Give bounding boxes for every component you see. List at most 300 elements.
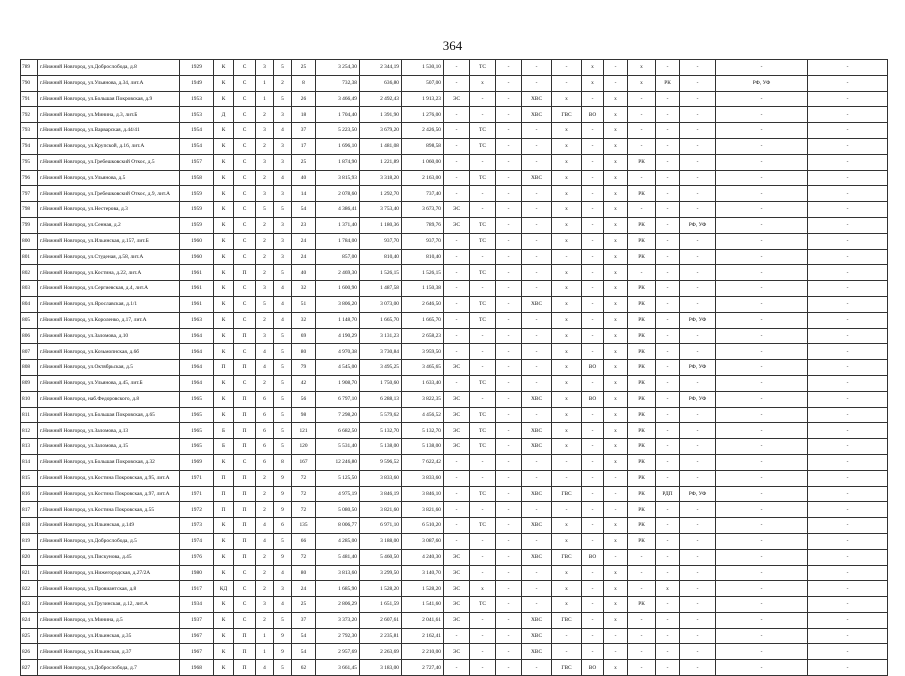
table-cell: -	[628, 549, 656, 565]
table-cell: -	[522, 154, 552, 170]
table-cell: ХВС	[522, 107, 552, 123]
table-cell: -	[522, 138, 552, 154]
table-cell: 3 833,60	[402, 470, 444, 486]
table-cell: 1 276,00	[402, 107, 444, 123]
table-cell: 3 318,20	[360, 170, 402, 186]
table-cell: 811	[21, 407, 38, 423]
table-cell: 6	[256, 454, 274, 470]
table-cell: -	[808, 186, 888, 202]
table-cell: -	[680, 138, 716, 154]
table-cell: -	[496, 328, 522, 344]
table-cell: -	[496, 202, 522, 218]
table-cell: -	[808, 170, 888, 186]
table-cell: -	[656, 328, 680, 344]
table-cell: 818	[21, 518, 38, 534]
table-cell: -	[444, 486, 470, 502]
table-cell: 5	[274, 439, 292, 455]
table-cell: ЭС	[444, 549, 470, 565]
table-cell: -	[808, 597, 888, 613]
table-row	[21, 644, 888, 660]
table-cell: 794	[21, 138, 38, 154]
table-cell: 4	[274, 170, 292, 186]
table-cell: -	[470, 186, 496, 202]
table-row	[21, 375, 888, 391]
table-cell: 1976	[180, 549, 214, 565]
table-cell: П	[234, 265, 256, 281]
table-cell: К	[214, 170, 234, 186]
table-cell: К	[214, 612, 234, 628]
table-cell: П	[234, 328, 256, 344]
table-cell: 3 753,40	[360, 202, 402, 218]
table-cell: 3	[256, 154, 274, 170]
table-row	[21, 597, 888, 613]
table-cell: ЭС	[444, 565, 470, 581]
table-cell: С	[234, 60, 256, 76]
table-cell: -	[680, 660, 716, 676]
table-cell: -	[582, 265, 604, 281]
table-cell: -	[444, 328, 470, 344]
table-cell: -	[582, 470, 604, 486]
table-cell: ВО	[582, 549, 604, 565]
table-cell: 2	[256, 470, 274, 486]
table-cell: 2 727,40	[402, 660, 444, 676]
table-cell: -	[496, 107, 522, 123]
table-cell: 24	[292, 581, 316, 597]
table-cell: -	[680, 296, 716, 312]
table-cell: ХВС	[522, 439, 552, 455]
table-cell: 3	[274, 217, 292, 233]
table-cell: -	[470, 644, 496, 660]
table-cell: РК	[628, 407, 656, 423]
table-cell: -	[444, 470, 470, 486]
table-cell: 1957	[180, 154, 214, 170]
table-cell: 2 210,00	[402, 644, 444, 660]
table-cell: -	[444, 75, 470, 91]
table-cell: -	[496, 60, 522, 76]
table-cell: 3 813,60	[316, 565, 360, 581]
table-cell: 4	[256, 360, 274, 376]
table-cell: х	[552, 312, 582, 328]
table-cell: ЭС	[444, 439, 470, 455]
table-cell: х	[628, 75, 656, 91]
table-cell: К	[214, 454, 234, 470]
table-cell: 796	[21, 170, 38, 186]
table-cell: х	[552, 265, 582, 281]
table-cell: х	[604, 565, 628, 581]
table-cell: 3 495,25	[360, 360, 402, 376]
table-cell: 3	[256, 328, 274, 344]
table-cell: -	[496, 581, 522, 597]
table-cell: 3 806,20	[316, 296, 360, 312]
table-cell: 793	[21, 123, 38, 139]
table-cell: 1964	[180, 375, 214, 391]
table-cell: 72	[292, 486, 316, 502]
table-cell: г.Нижний Новгород, ул.Студеная, д.58, лит.А	[38, 249, 180, 265]
table-row	[21, 360, 888, 376]
table-cell: -	[470, 154, 496, 170]
table-cell: 2 607,61	[360, 612, 402, 628]
table-cell: х	[604, 154, 628, 170]
table-cell: 1 784,00	[316, 233, 360, 249]
table-cell: -	[808, 154, 888, 170]
table-cell: -	[552, 502, 582, 518]
table-cell: г.Нижний Новгород, ул.Костина Покровская, д.55	[38, 502, 180, 518]
table-cell: 820	[21, 549, 38, 565]
table-cell: -	[628, 202, 656, 218]
table-cell: 803	[21, 281, 38, 297]
table-cell: 3 846,19	[360, 486, 402, 502]
table-cell: 24	[292, 233, 316, 249]
table-cell: 51	[292, 296, 316, 312]
table-row	[21, 565, 888, 581]
table-cell: П	[234, 628, 256, 644]
table-cell: -	[496, 518, 522, 534]
table-cell: 3	[274, 186, 292, 202]
table-cell: К	[214, 296, 234, 312]
table-cell: х	[552, 217, 582, 233]
table-cell: г.Нижний Новгород, ул.Заломова, д.13	[38, 423, 180, 439]
table-cell: 810,40	[402, 249, 444, 265]
table-cell: -	[496, 565, 522, 581]
table-cell: 1934	[180, 597, 214, 613]
table-cell: -	[716, 91, 808, 107]
table-cell: 4 386,41	[316, 202, 360, 218]
table-cell: х	[552, 407, 582, 423]
table-row	[21, 486, 888, 502]
table-cell: 6	[256, 407, 274, 423]
table-cell: -	[656, 123, 680, 139]
table-cell: 817	[21, 502, 38, 518]
table-cell: 1	[256, 644, 274, 660]
table-cell: 823	[21, 597, 38, 613]
table-cell: РФ, УФ	[680, 391, 716, 407]
table-cell: -	[808, 391, 888, 407]
table-cell: -	[496, 249, 522, 265]
table-cell: 1 696,10	[316, 138, 360, 154]
table-cell: -	[808, 533, 888, 549]
table-cell: РК	[628, 312, 656, 328]
table-cell: -	[680, 170, 716, 186]
table-cell: РК	[628, 454, 656, 470]
table-cell: Д	[214, 107, 234, 123]
table-cell: -	[470, 470, 496, 486]
table-cell: РФ, УФ	[680, 217, 716, 233]
table-cell: -	[656, 281, 680, 297]
table-cell: 798	[21, 202, 38, 218]
table-cell: 5 138,00	[360, 439, 402, 455]
table-cell: -	[582, 502, 604, 518]
table-cell: 2 344,19	[360, 60, 402, 76]
table-cell: -	[656, 312, 680, 328]
table-cell: 2 426,50	[402, 123, 444, 139]
table-cell: 1964	[180, 344, 214, 360]
table-cell: 2	[256, 581, 274, 597]
table-cell: Б	[214, 439, 234, 455]
table-cell: -	[522, 454, 552, 470]
table-cell: 4	[274, 565, 292, 581]
table-cell: ТС	[470, 217, 496, 233]
table-cell: С	[234, 154, 256, 170]
table-row	[21, 217, 888, 233]
table-cell: -	[628, 644, 656, 660]
table-cell: ХВС	[522, 612, 552, 628]
table-cell: ГВС	[552, 486, 582, 502]
table-cell: -	[680, 375, 716, 391]
table-row	[21, 249, 888, 265]
table-cell: х	[604, 454, 628, 470]
table-cell: ТС	[470, 423, 496, 439]
table-cell: 25	[292, 597, 316, 613]
table-cell: г.Нижний Новгород, ул.Ульянова, д.5	[38, 170, 180, 186]
table-cell: 2	[256, 612, 274, 628]
table-cell: -	[522, 281, 552, 297]
table-cell: х	[604, 107, 628, 123]
table-cell: РК	[628, 249, 656, 265]
table-cell: 1965	[180, 391, 214, 407]
table-row	[21, 628, 888, 644]
table-cell: 805	[21, 312, 38, 328]
table-cell: 791	[21, 91, 38, 107]
table-cell: К	[214, 312, 234, 328]
table-cell: г.Нижний Новгород, ул.Сенная, д.2	[38, 217, 180, 233]
table-cell: -	[582, 597, 604, 613]
table-cell: -	[808, 486, 888, 502]
table-cell: 1 221,89	[360, 154, 402, 170]
table-cell: -	[496, 423, 522, 439]
table-cell: -	[656, 60, 680, 76]
table-cell: х	[552, 202, 582, 218]
table-cell: П	[234, 391, 256, 407]
table-cell: -	[470, 628, 496, 644]
table-cell: х	[604, 391, 628, 407]
table-cell: Б	[214, 423, 234, 439]
table-cell: 2 492,43	[360, 91, 402, 107]
table-cell: РК	[628, 281, 656, 297]
table-cell: 3 465,65	[402, 360, 444, 376]
table-cell: х	[604, 202, 628, 218]
table-cell: 507,00	[402, 75, 444, 91]
table-cell: С	[234, 91, 256, 107]
table-cell: 9	[274, 644, 292, 660]
table-cell: 827	[21, 660, 38, 676]
table-cell: РК	[628, 360, 656, 376]
table-cell: -	[522, 265, 552, 281]
table-cell: 1967	[180, 628, 214, 644]
table-cell: -	[628, 107, 656, 123]
table-cell: х	[552, 186, 582, 202]
table-cell: 814	[21, 454, 38, 470]
table-cell: -	[522, 312, 552, 328]
table-cell: -	[552, 60, 582, 76]
table-row	[21, 470, 888, 486]
table-cell: 1 528,20	[402, 581, 444, 597]
table-cell: РК	[628, 502, 656, 518]
table-cell: х	[604, 249, 628, 265]
table-cell: ТС	[470, 60, 496, 76]
table-cell: -	[808, 107, 888, 123]
table-cell: С	[234, 296, 256, 312]
table-cell: 5	[274, 60, 292, 76]
table-cell: 2 957,69	[316, 644, 360, 660]
table-cell: К	[214, 597, 234, 613]
table-cell: -	[496, 454, 522, 470]
table-cell: 3 846,10	[402, 486, 444, 502]
table-cell: ТС	[470, 518, 496, 534]
table-cell: г.Нижний Новгород, ул.Ульянова, д.34, лит.А	[38, 75, 180, 91]
table-cell: -	[656, 470, 680, 486]
table-row	[21, 154, 888, 170]
table-cell: -	[716, 233, 808, 249]
table-cell: -	[470, 391, 496, 407]
table-cell: х	[604, 423, 628, 439]
table-cell: 3 821,60	[402, 502, 444, 518]
table-cell: ХВС	[522, 170, 552, 186]
table-cell: 5	[274, 612, 292, 628]
table-cell: -	[808, 217, 888, 233]
table-cell: -	[582, 91, 604, 107]
table-cell: 3 815,93	[316, 170, 360, 186]
table-cell: 1971	[180, 470, 214, 486]
table-cell: -	[496, 91, 522, 107]
table-cell: С	[234, 75, 256, 91]
table-cell: 3	[274, 233, 292, 249]
table-cell: 14	[292, 186, 316, 202]
table-cell: 3 679,20	[360, 123, 402, 139]
table-cell: 2	[256, 170, 274, 186]
table-cell: х	[604, 612, 628, 628]
table-cell: 821	[21, 565, 38, 581]
table-cell: -	[496, 312, 522, 328]
table-cell: -	[496, 612, 522, 628]
table-cell: -	[808, 296, 888, 312]
table-cell: ЭС	[444, 644, 470, 660]
table-cell: -	[470, 91, 496, 107]
table-cell: -	[716, 281, 808, 297]
table-cell: 1958	[180, 170, 214, 186]
table-cell: х	[604, 265, 628, 281]
table-cell: 1 481,08	[360, 138, 402, 154]
table-cell: ТС	[470, 265, 496, 281]
table-cell: х	[552, 518, 582, 534]
table-cell: ХВС	[522, 549, 552, 565]
table-cell: -	[582, 454, 604, 470]
table-cell: 809	[21, 375, 38, 391]
table-cell: -	[680, 281, 716, 297]
table-cell: 4 285,00	[316, 533, 360, 549]
table-row	[21, 138, 888, 154]
table-cell: -	[808, 439, 888, 455]
table-cell: ГВС	[552, 660, 582, 676]
table-cell: -	[522, 470, 552, 486]
table-cell: 2	[256, 138, 274, 154]
table-cell: -	[716, 107, 808, 123]
table-cell: РК	[628, 486, 656, 502]
table-row	[21, 660, 888, 676]
table-cell: П	[214, 486, 234, 502]
table-cell: х	[604, 186, 628, 202]
table-cell: ТС	[470, 407, 496, 423]
table-cell: ГВС	[552, 549, 582, 565]
table-cell: -	[522, 375, 552, 391]
table-cell: 5	[274, 423, 292, 439]
table-cell: -	[604, 486, 628, 502]
table-cell: -	[496, 391, 522, 407]
table-cell: х	[604, 296, 628, 312]
table-cell: С	[234, 186, 256, 202]
table-cell: 810	[21, 391, 38, 407]
table-cell: -	[604, 644, 628, 660]
table-row	[21, 407, 888, 423]
table-cell: 732,38	[316, 75, 360, 91]
table-cell: 69	[292, 328, 316, 344]
table-cell: -	[582, 217, 604, 233]
table-cell: РФ, УФ	[680, 360, 716, 376]
table-cell: х	[552, 296, 582, 312]
table-cell: -	[582, 312, 604, 328]
table-row	[21, 186, 888, 202]
table-cell: К	[214, 518, 234, 534]
table-cell: 3 730,84	[360, 344, 402, 360]
table-cell: ХВС	[522, 518, 552, 534]
table-cell: П	[214, 470, 234, 486]
table-cell: 801	[21, 249, 38, 265]
table-cell: -	[656, 423, 680, 439]
table-cell: -	[496, 233, 522, 249]
table-row	[21, 581, 888, 597]
table-cell: 4	[256, 533, 274, 549]
table-cell: 3	[256, 281, 274, 297]
table-cell: 5 132,70	[360, 423, 402, 439]
table-cell: -	[582, 565, 604, 581]
table-cell: -	[582, 533, 604, 549]
table-cell: -	[552, 454, 582, 470]
table-cell: -	[680, 470, 716, 486]
table-row	[21, 454, 888, 470]
table-cell: 810,40	[360, 249, 402, 265]
table-cell: 5 579,62	[360, 407, 402, 423]
table-cell: -	[716, 328, 808, 344]
table-cell: ХВС	[522, 391, 552, 407]
table-cell: -	[808, 75, 888, 91]
table-cell: х	[552, 375, 582, 391]
table-cell: г.Нижний Новгород, ул.Костина, д.22, лит.А	[38, 265, 180, 281]
table-cell: К	[214, 281, 234, 297]
table-cell: 3	[274, 581, 292, 597]
table-cell: 4 975,19	[316, 486, 360, 502]
table-cell: -	[496, 549, 522, 565]
table-cell: -	[716, 202, 808, 218]
table-cell: х	[604, 533, 628, 549]
table-cell: 6 682,50	[316, 423, 360, 439]
table-cell: К	[214, 75, 234, 91]
table-cell: х	[470, 581, 496, 597]
table-cell: 4 970,38	[316, 344, 360, 360]
table-cell: -	[522, 581, 552, 597]
table-cell: 6	[256, 423, 274, 439]
table-cell: ТС	[470, 439, 496, 455]
table-cell: К	[214, 628, 234, 644]
table-cell: г.Нижний Новгород, ул.Костина Покровская, д.95, лит.А	[38, 470, 180, 486]
table-cell: РК	[628, 375, 656, 391]
table-cell: х	[604, 170, 628, 186]
table-cell: 121	[292, 423, 316, 439]
table-cell: 2 469,30	[316, 265, 360, 281]
table-cell: 2	[256, 549, 274, 565]
table-cell: 3 183,00	[360, 660, 402, 676]
table-cell: -	[656, 454, 680, 470]
table-cell: 802	[21, 265, 38, 281]
table-cell: 6	[274, 518, 292, 534]
